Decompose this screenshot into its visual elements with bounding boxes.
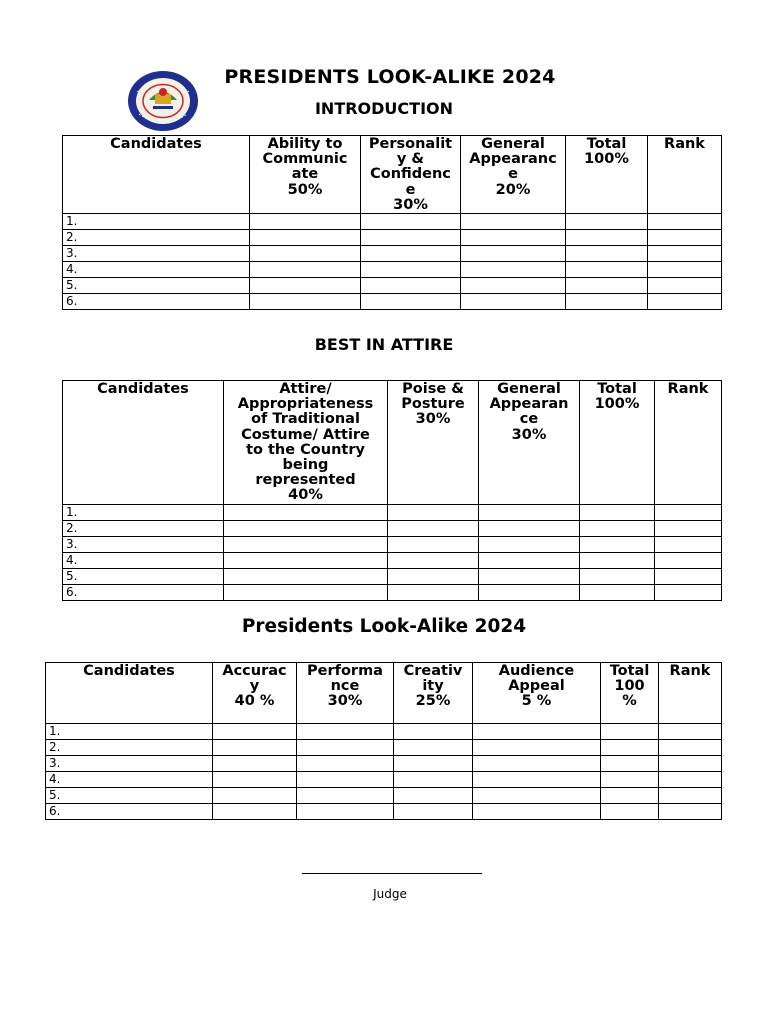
score-cell[interactable] [461,230,566,246]
score-cell[interactable] [361,214,461,230]
score-cell[interactable] [473,724,601,740]
score-cell[interactable] [479,536,580,552]
score-cell[interactable] [473,804,601,820]
score-cell[interactable] [250,262,361,278]
column-header: Candidates [46,663,213,724]
score-cell[interactable] [361,246,461,262]
best-in-attire-score-table [62,380,722,601]
candidate-number: 6. [63,294,250,310]
rank-cell[interactable] [659,724,722,740]
score-cell[interactable] [250,214,361,230]
candidate-number: 5. [63,568,224,584]
rank-cell[interactable] [659,772,722,788]
total-cell[interactable] [566,294,648,310]
score-cell[interactable] [479,504,580,520]
column-header: General Appearan ce 30% [479,381,580,505]
total-cell[interactable] [601,724,659,740]
score-cell[interactable] [461,294,566,310]
score-cell[interactable] [213,724,297,740]
table-row [46,788,722,804]
column-header: Attire/ Appropriateness of Traditional Costume/ Attire to the Country being represented 40% [224,381,388,505]
score-cell[interactable] [394,724,473,740]
score-cell[interactable] [213,804,297,820]
score-cell[interactable] [224,504,388,520]
score-cell[interactable] [394,788,473,804]
rank-cell[interactable] [648,246,722,262]
candidate-number: 5. [46,788,213,804]
table-row [46,804,722,820]
score-cell[interactable] [213,756,297,772]
score-cell[interactable] [224,520,388,536]
column-header: Rank [659,663,722,724]
rank-cell[interactable] [648,262,722,278]
total-cell[interactable] [601,804,659,820]
column-header: Candidates [63,136,250,214]
score-cell[interactable] [361,278,461,294]
score-cell[interactable] [479,552,580,568]
candidate-number: 2. [63,230,250,246]
total-cell[interactable] [566,230,648,246]
score-cell[interactable] [461,278,566,294]
table-row [63,520,722,536]
score-cell[interactable] [394,772,473,788]
score-cell[interactable] [479,568,580,584]
score-cell[interactable] [461,246,566,262]
score-cell[interactable] [297,724,394,740]
candidate-number: 4. [63,552,224,568]
table-row [63,278,722,294]
column-header: Total 100 % [601,663,659,724]
score-cell[interactable] [361,230,461,246]
score-cell[interactable] [473,772,601,788]
table-row [63,214,722,230]
candidate-number: 3. [63,536,224,552]
rank-cell[interactable] [655,536,722,552]
rank-cell[interactable] [648,230,722,246]
column-header: Personalit y & Confidenc e 30% [361,136,461,214]
candidate-number: 2. [46,740,213,756]
score-cell[interactable] [479,584,580,600]
score-cell[interactable] [297,756,394,772]
score-cell[interactable] [224,536,388,552]
rank-cell[interactable] [648,294,722,310]
score-cell[interactable] [388,584,479,600]
total-cell[interactable] [580,520,655,536]
judge-label: Judge [373,887,407,901]
column-header: General Appearanc e 20% [461,136,566,214]
rank-cell[interactable] [659,756,722,772]
table-row [46,740,722,756]
column-header: Audience Appeal 5 % [473,663,601,724]
score-cell[interactable] [250,294,361,310]
candidate-number: 5. [63,278,250,294]
score-cell[interactable] [461,262,566,278]
candidate-number: 4. [46,772,213,788]
score-cell[interactable] [361,294,461,310]
table-row [63,552,722,568]
column-header: Creativ ity 25% [394,663,473,724]
column-header: Ability to Communic ate 50% [250,136,361,214]
total-cell[interactable] [580,504,655,520]
page-title: PRESIDENTS LOOK-ALIKE 2024 [224,66,556,88]
section-heading-presidents-look-alike: Presidents Look-Alike 2024 [241,616,527,637]
total-cell[interactable] [566,262,648,278]
total-cell[interactable] [601,756,659,772]
total-cell[interactable] [566,246,648,262]
introduction-score-table [62,135,722,310]
score-cell[interactable] [297,804,394,820]
table-row [63,262,722,278]
candidate-number: 1. [46,724,213,740]
score-cell[interactable] [250,246,361,262]
score-cell[interactable] [224,568,388,584]
score-cell[interactable] [250,278,361,294]
column-header: Poise & Posture 30% [388,381,479,505]
rank-cell[interactable] [659,788,722,804]
score-cell[interactable] [297,772,394,788]
candidate-number: 3. [63,246,250,262]
score-cell[interactable] [461,214,566,230]
rank-cell[interactable] [655,568,722,584]
total-cell[interactable] [601,772,659,788]
score-cell[interactable] [473,788,601,804]
table-row [46,772,722,788]
column-header: Candidates [63,381,224,505]
table-row [46,756,722,772]
total-cell[interactable] [580,568,655,584]
rank-cell[interactable] [655,552,722,568]
table-row [63,536,722,552]
score-cell[interactable] [473,740,601,756]
table-row [63,294,722,310]
table-row [63,246,722,262]
candidate-number: 1. [63,504,224,520]
score-cell[interactable] [297,788,394,804]
candidate-number: 1. [63,214,250,230]
rank-cell[interactable] [655,520,722,536]
column-header: Rank [648,136,722,214]
table-row [63,568,722,584]
score-cell[interactable] [394,756,473,772]
table-row [46,724,722,740]
total-cell[interactable] [580,536,655,552]
score-cell[interactable] [224,584,388,600]
score-cell[interactable] [388,504,479,520]
score-cell[interactable] [224,552,388,568]
presidents-look-alike-score-table [45,662,722,820]
score-cell[interactable] [394,740,473,756]
rank-cell[interactable] [648,278,722,294]
column-header: Total 100% [580,381,655,505]
score-cell[interactable] [388,552,479,568]
candidate-number: 2. [63,520,224,536]
total-cell[interactable] [580,552,655,568]
section-heading-best-in-attire: BEST IN ATTIRE [314,335,454,354]
score-cell[interactable] [213,772,297,788]
score-cell[interactable] [479,520,580,536]
column-header: Accurac y 40 % [213,663,297,724]
score-cell[interactable] [213,740,297,756]
table-row [63,584,722,600]
score-cell[interactable] [297,740,394,756]
score-cell[interactable] [250,230,361,246]
score-cell[interactable] [388,568,479,584]
score-cell[interactable] [361,262,461,278]
rank-cell[interactable] [659,740,722,756]
judge-signature-line[interactable] [302,873,482,874]
total-cell[interactable] [601,788,659,804]
rank-cell[interactable] [655,584,722,600]
total-cell[interactable] [601,740,659,756]
rank-cell[interactable] [648,214,722,230]
candidate-number: 6. [63,584,224,600]
candidate-number: 4. [63,262,250,278]
score-cell[interactable] [213,788,297,804]
score-cell[interactable] [388,520,479,536]
column-header: Rank [655,381,722,505]
candidate-number: 3. [46,756,213,772]
rank-cell[interactable] [659,804,722,820]
score-cell[interactable] [388,536,479,552]
score-cell[interactable] [473,756,601,772]
score-cell[interactable] [394,804,473,820]
total-cell[interactable] [580,584,655,600]
column-header: Performa nce 30% [297,663,394,724]
total-cell[interactable] [566,214,648,230]
section-heading-introduction: INTRODUCTION [314,99,454,118]
table-row [63,504,722,520]
candidate-number: 6. [46,804,213,820]
table-row [63,230,722,246]
total-cell[interactable] [566,278,648,294]
rank-cell[interactable] [655,504,722,520]
column-header: Total 100% [566,136,648,214]
